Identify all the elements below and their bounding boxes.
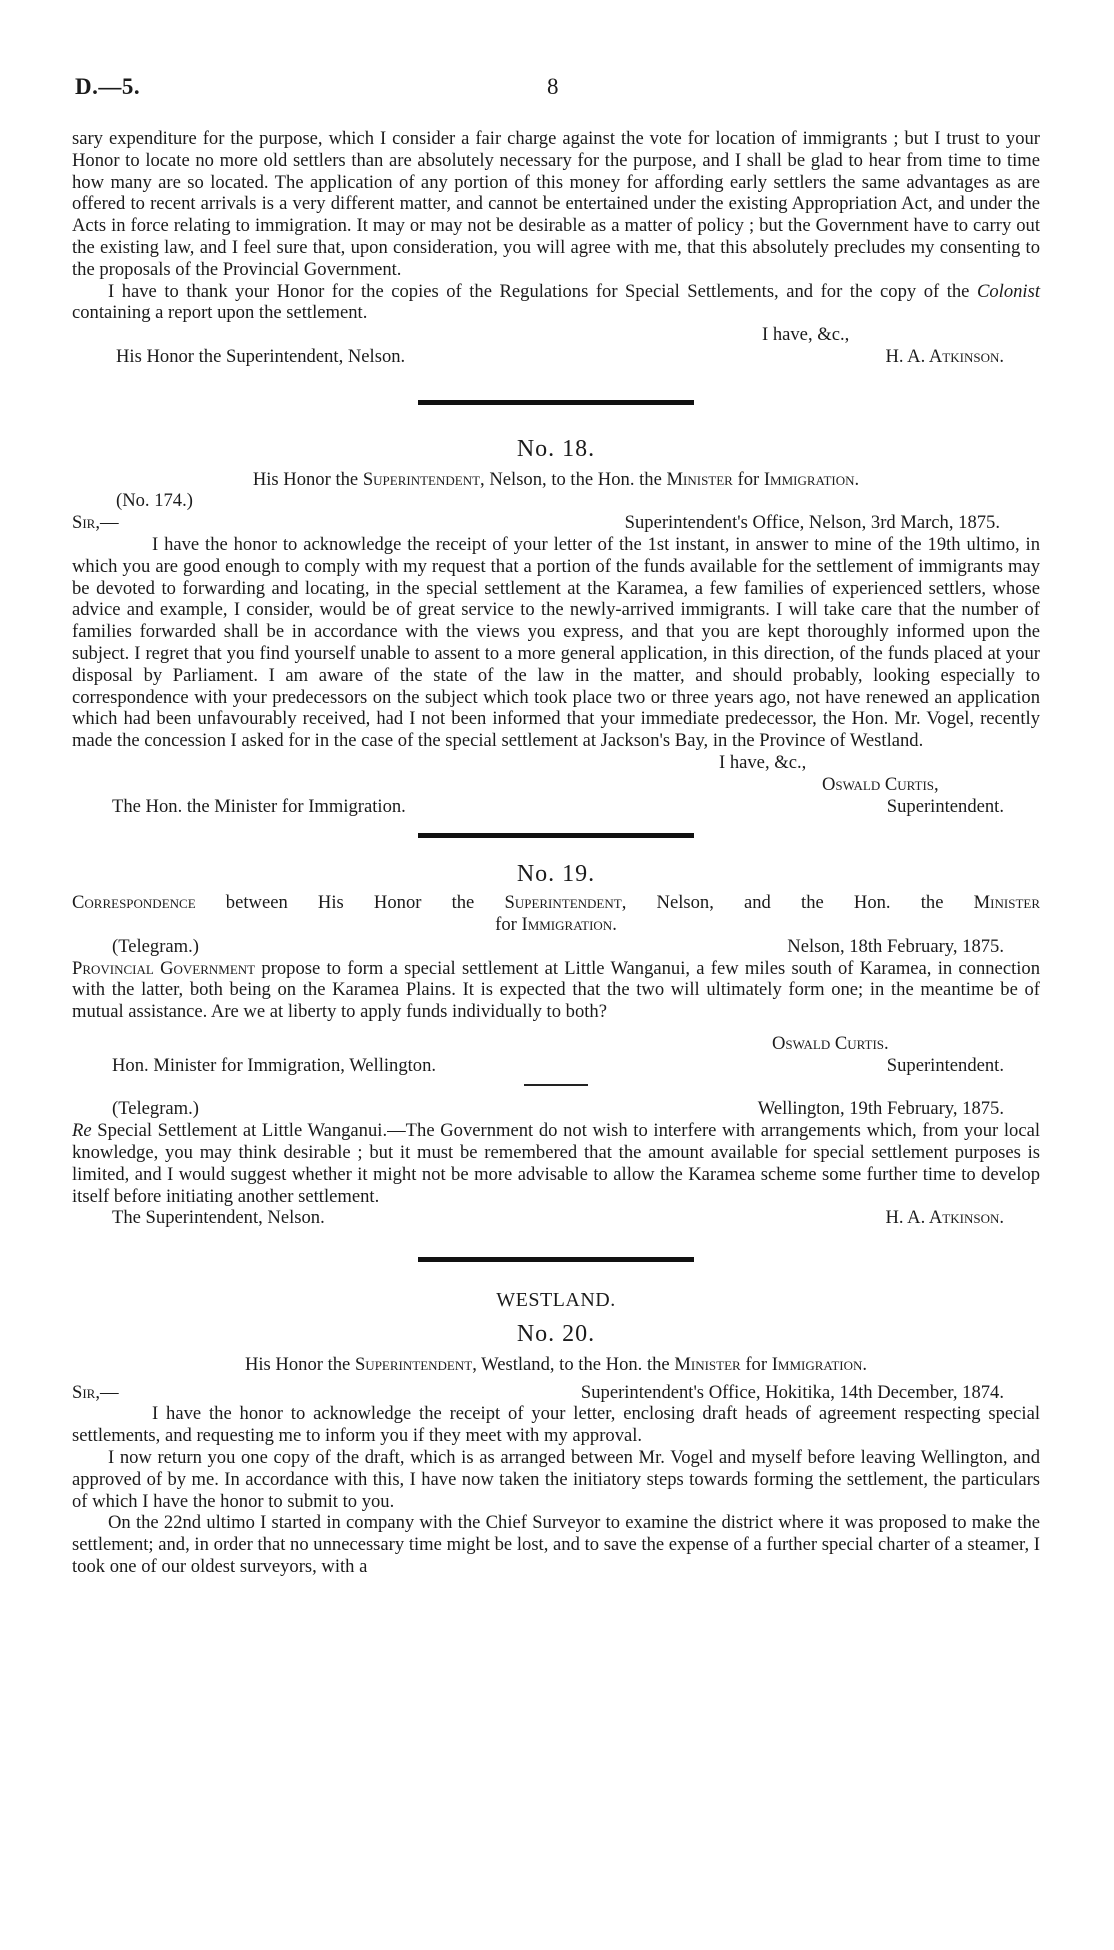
page-number: 8 [547,74,559,99]
section-divider [418,1257,694,1262]
letter-19-title: No. 19. [516,861,596,888]
letter-18-signature-name: Oswald Curtis, [822,773,939,795]
letter-18-addressee-row [72,796,1040,818]
telegram-2-place-date: Wellington, 19th February, 1875. [757,1098,1004,1120]
telegram-1-body: Provincial Government propose to form a special settlement at Little Wanganui, a few miles south of Karamea, in connection with the latter, both being on the Karamea Plains. It is expected that the two will ultimately form one; in the meantime be of mutual assistance. Are we at liberty to apply funds individually to both? [72,957,1040,1023]
letter-18-place-date: Superintendent's Office, Nelson, 3rd March, 1875. [624,512,1000,534]
section-divider [418,400,694,405]
letter-20-salutation-row [72,1382,1040,1404]
letter-18-title: No. 18. [516,435,596,462]
letter-18-addressee: The Hon. the Minister for Immigration. [112,795,406,817]
telegram-2-addressee-row [72,1207,1040,1229]
intro-addressee: His Honor the Superintendent, Nelson. [116,345,406,367]
telegram-2-header [72,1098,1040,1120]
telegram-1-addressee-row [72,1055,1040,1077]
telegram-2-signature: H. A. Atkinson. [885,1207,1004,1229]
document-body [72,128,1040,1578]
letter-20-place-date: Superintendent's Office, Hokitika, 14th December, 1874. [580,1381,1004,1403]
letter-20-paragraph-1: I have the honor to acknowledge the receipt of your letter, enclosing draft heads of agreement respecting special settlements, and requesting me to inform you if they meet with my approval. [72,1403,1040,1447]
letter-20-salutation: Sir,— [72,1381,119,1403]
letter-18-heading: His Honor the Superintendent, Nelson, to the Hon. the Minister for Immigration. [252,468,860,490]
telegram-2-body: Re Special Settlement at Little Wanganui.—The Government do not wish to interfere with arrangements which, from your local knowledge, you may think desirable ; but it must be remembered that the amount available for special settlement purposes is limited, and I would suggest whether it might not be more advisable to allow the Karamea scheme some further time to develop itself before initiating another settlement. [72,1120,1040,1207]
telegram-1-label: (Telegram.) [112,935,199,957]
section-heading-westland: WESTLAND. [496,1289,616,1312]
telegram-2-addressee: The Superintendent, Nelson. [112,1207,325,1229]
newspaper-title: Colonist [976,280,1040,302]
telegram-1-place-date: Nelson, 18th February, 1875. [787,935,1004,957]
letter-18-salutation: Sir,— [72,512,119,534]
telegram-1-header [72,936,1040,958]
letter-20-paragraph-2: I now return you one copy of the draft, which is as arranged between Mr. Vogel and myself before leaving Wellington, and approved of by me. In accordance with this, I have now taken the initiatory steps towards forming the settlement, the particulars of which I have the honor to submit to you. [72,1447,1040,1512]
telegram-2-label: (Telegram.) [112,1098,199,1120]
document-reference: D.—5. [75,74,141,99]
intro-paragraph-1: sary expenditure for the purpose, which I consider a fair charge against the vote for location of immigrants ; but I trust to your Honor to locate no more old settlers than are absolutely necessary for the purpose, and I shall be glad to hear from time to time how many are so located. The application of any portion of this money for affording early settlers the same advantages as are offered to recent arrivals is a very different matter, and cannot be entertained under the existing Appropriation Act, and under the Acts in force relating to immigration. It may or may not be desirable as a matter of policy ; but the Government have to carry out the existing law, and I feel sure that, upon consideration, you will agree with me, that this absolutely precludes my consenting to the proposals of the Provincial Government. [72,128,1040,280]
telegram-divider [524,1084,588,1086]
intro-signature: H. A. Atkinson. [885,345,1004,367]
intro-addressee-row [72,346,1040,368]
letter-19-heading-line-2: for Immigration. [495,913,617,935]
letter-18-number: (No. 174.) [116,490,193,512]
telegram-1-signature-name: Oswald Curtis. [772,1032,889,1054]
letter-18-closing: I have, &c., [719,751,807,773]
letter-20-heading: His Honor the Superintendent, Westland, to the Hon. the Minister for Immigration. [244,1353,868,1375]
telegram-1-addressee: Hon. Minister for Immigration, Wellington. [112,1054,437,1076]
letter-18-salutation-row [72,512,1040,534]
intro-paragraph-2: I have to thank your Honor for the copies of the Regulations for Special Settlements, and for the copy of the Colonist containing a report upon the settlement. [72,280,1040,324]
section-divider [418,833,694,838]
letter-18-signature-title: Superintendent. [886,795,1004,817]
letter-20-title: No. 20. [516,1321,596,1348]
intro-closing: I have, &c., [762,324,850,346]
letter-19-heading: Correspondence between His Honor the Superintendent, Nelson, and the Hon. the Minister [72,892,1041,914]
letter-20-paragraph-3: On the 22nd ultimo I started in company with the Chief Surveyor to examine the district where it was proposed to make the settlement; and, in order that no unnecessary time might be lost, and to save the expense of a further special charter of a steamer, I took one of our oldest surveyors, with a [72,1512,1040,1578]
telegram-1-signature-title: Superintendent. [886,1054,1004,1076]
letter-18-body: I have the honor to acknowledge the receipt of your letter of the 1st instant, in answer to mine of the 19th ultimo, in which you are good enough to comply with my request that a portion of the funds available for the settlement of immigrants may be devoted to forwarding and locating, in the special settlement at the Karamea, a few families of experienced settlers, whose advice and example, I consider, would be of great service to the newly-arrived immigrants. I will take care that the number of families forwarded shall be in accordance with the views you express, and that you are kept thoroughly informed upon the subject. I regret that you find yourself unable to assent to a more general application, in this direction, of the funds placed at your disposal by Parliament. I am aware of the state of the law in the matter, and should probably, looking especially to correspondence with your predecessors on the subject which took place two or three years ago, not have renewed an application which had been unfavourably received, had I not been informed that your immediate predecessor, the Hon. Mr. Vogel, recently made the concession I asked for in the case of the special settlement at Jackson's Bay, in the Province of Westland. [72,533,1040,752]
